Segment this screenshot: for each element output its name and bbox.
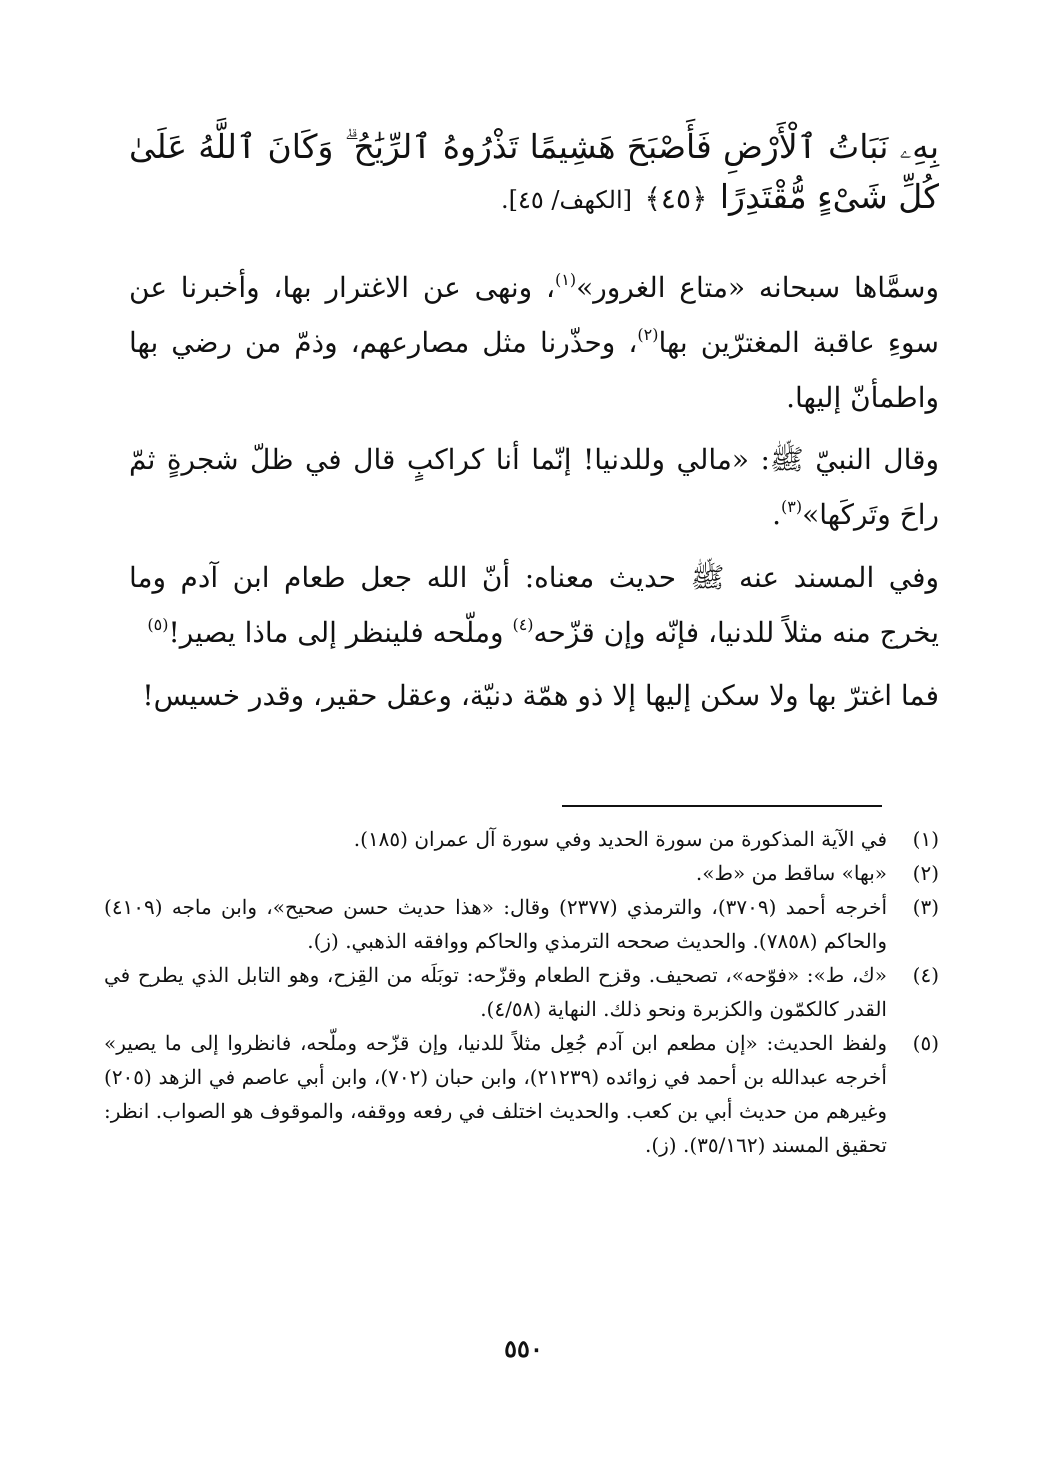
footnote-text: في الآية المذكورة من سورة الحديد وفي سورة آل عمران (١٨٥). <box>353 827 887 851</box>
verse-reference: [الكهف/ ٤٥]. <box>501 186 632 214</box>
ayah-number-marker: ﴿٤٥﴾ <box>644 182 708 215</box>
paragraph-text: . <box>772 498 781 531</box>
paragraph-4 <box>129 668 939 723</box>
footnote-number: (١) <box>912 827 939 851</box>
paragraph-3 <box>129 550 939 660</box>
verse-text: بِهِۦ نَبَاتُ ٱلْأَرْضِ فَأَصْبَحَ هَشِيمًا تَذْرُوهُ ٱلرِّيَٰحُ ۗ وَكَانَ ٱللَّهُ عَلَىٰ كُلِّ شَىْءٍ مُّقْتَدِرًا <box>129 127 939 216</box>
footnote-item <box>104 958 939 1026</box>
paragraph-text: وقال النبيّ ﷺ: «مالي وللدنيا! إنّما أنا كراكبٍ قال في ظلّ شجرةٍ ثمّ راحَ وتَركَها» <box>129 443 939 531</box>
footnote-ref-4: (٤) <box>512 615 534 634</box>
footnote-number: (٥) <box>912 1031 939 1055</box>
footnote-ref-3: (٣) <box>780 497 803 516</box>
page-number: ٥٥٠ <box>504 1334 543 1363</box>
footnote-item <box>104 1026 939 1162</box>
footnote-ref-5: (٥) <box>147 615 169 634</box>
paragraph-text: فما اغترّ بها ولا سكن إليها إلا ذو همّة دنيّة، وعقل حقير، وقدر خسيس! <box>142 679 939 712</box>
footnote-item <box>104 822 939 856</box>
footnote-item <box>104 890 939 958</box>
paragraph-text: ، وحذّرنا مثل مصارعهم، وذمّ من رضي بها واطمأنّ إليها. <box>129 326 939 414</box>
footnote-item <box>104 856 939 890</box>
footnote-number: (٤) <box>912 963 939 987</box>
footnote-number: (٢) <box>912 861 939 885</box>
footnote-ref-1: (١) <box>555 270 577 289</box>
footnote-text: ولفظ الحديث: «إن مطعم ابن آدم جُعِل مثلاً للدنيا، وإن قزّحه وملّحه، فانظروا إلى ما يصير» أخرجه عبدالله بن أحمد في زوائده (٢١٢٣٩)، وابن حبان (٧٠٢)، وابن أبي عاصم في الزهد (٢٠٥) وغيرهم من حديث أبي بن كعب. والحديث اختلف في رفعه ووقفه، والموقوف هو الصواب. انظر: تحقيق المسند (٣٥/١٦٢). (ز). <box>104 1031 887 1157</box>
paragraph-2 <box>129 432 939 542</box>
footnote-text: «ك، ط»: «فوّحه»، تصحيف. وقزح الطعام وقزّحه: توبَلَه من القِزح، وهو التابل الذي يطرح في القدر كالكمّون والكزبرة ونحو ذلك. النهاية (٤/٥٨). <box>104 963 887 1021</box>
footnote-text: أخرجه أحمد (٣٧٠٩)، والترمذي (٢٣٧٧) وقال: «هذا حديث حسن صحيح»، وابن ماجه (٤١٠٩) والحاكم (٧٨٥٨). والحديث صححه الترمذي والحاكم ووافقه الذهبي. (ز). <box>104 895 887 953</box>
footnote-text: «بها» ساقط من «ط». <box>695 861 887 885</box>
paragraph-text: ، ونهى عن الاغترار بها، وأخبرنا عن سوءِ عاقبة المغترّين بها <box>129 271 939 359</box>
footnote-number: (٣) <box>912 895 939 919</box>
paragraph-text: وملّحه فلينظر إلى ماذا يصير! <box>168 616 513 649</box>
paragraph-text: وسمَّاها سبحانه «متاع الغرور» <box>576 271 940 304</box>
footnotes <box>104 822 939 1162</box>
footnote-ref-2: (٢) <box>637 325 659 344</box>
quran-verse <box>129 122 939 225</box>
footnote-separator <box>562 805 882 807</box>
paragraph-text: وفي المسند عنه ﷺ حديث معناه: أنّ الله جعل طعام ابن آدم وما يخرج منه مثلاً للدنيا، فإنّه وإن قزّحه <box>129 561 939 649</box>
paragraph-1 <box>129 260 939 425</box>
